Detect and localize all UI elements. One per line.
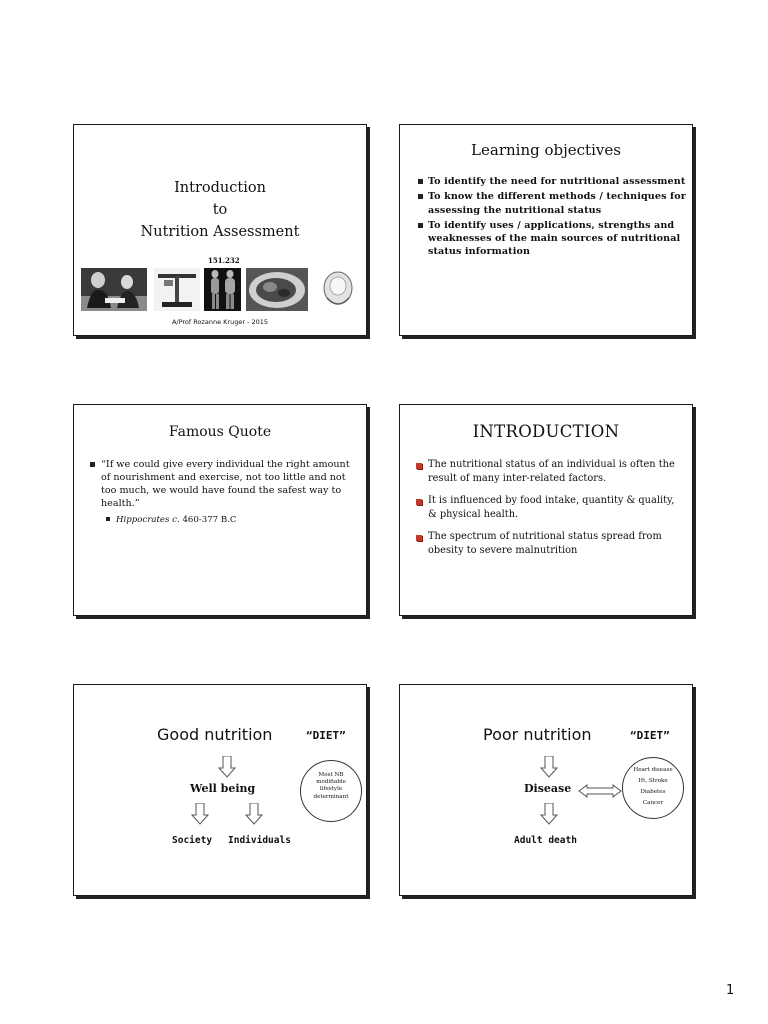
down-arrow-icon bbox=[540, 756, 558, 778]
list-item bbox=[418, 219, 688, 259]
list-item-text: It is influenced by food intake, quantity & quality, & physical health. bbox=[428, 495, 675, 520]
circle-text: determinant bbox=[313, 793, 349, 800]
square-bullet-icon bbox=[418, 194, 423, 199]
slide-learning-objectives bbox=[399, 124, 693, 336]
down-arrow-icon bbox=[245, 803, 263, 825]
slide-author: A/Prof Rozanne Kruger - 2015 bbox=[171, 318, 269, 326]
circle-text: Heart disease bbox=[633, 767, 673, 773]
adult-death-node: Adult death bbox=[514, 835, 577, 846]
determinant-circle bbox=[300, 760, 362, 822]
slide-title bbox=[74, 177, 366, 243]
circle-text: Diabetes bbox=[640, 789, 666, 795]
quote-author: Hippocrates c. bbox=[116, 515, 180, 526]
quote-attribution bbox=[90, 514, 352, 527]
down-arrow-icon bbox=[191, 803, 209, 825]
objectives-list bbox=[418, 175, 688, 261]
list-item-text: To know the different methods / techniques for assessing the nutritional status bbox=[428, 191, 686, 216]
list-item bbox=[416, 458, 684, 486]
slide-title: Famous Quote bbox=[168, 424, 272, 440]
list-item bbox=[418, 175, 688, 188]
slide-heading: Poor nutrition bbox=[483, 725, 592, 744]
title-line: to bbox=[212, 202, 228, 218]
square-bullet-icon bbox=[90, 462, 95, 467]
title-line: Nutrition Assessment bbox=[140, 224, 300, 240]
list-item-text: To identify uses / applications, strengths and weaknesses of the main sources of nutritional status information bbox=[428, 219, 681, 258]
list-item bbox=[416, 494, 684, 522]
slide-heading: Good nutrition bbox=[157, 725, 273, 744]
diet-label: “DIET” bbox=[630, 729, 670, 742]
introduction-list bbox=[416, 458, 684, 566]
scale-photo bbox=[154, 268, 200, 311]
quote-date: 460-377 B.C bbox=[182, 515, 237, 526]
body-scan-photo bbox=[204, 268, 241, 311]
square-bullet-icon bbox=[106, 517, 110, 521]
well-being-node: Well being bbox=[190, 782, 256, 795]
quote-text-row bbox=[90, 458, 352, 510]
slide-title: INTRODUCTION bbox=[472, 422, 620, 441]
down-arrow-icon bbox=[218, 756, 236, 778]
square-bullet-icon bbox=[418, 223, 423, 228]
list-item bbox=[416, 530, 684, 558]
society-node: Society bbox=[172, 835, 213, 846]
double-arrow-icon bbox=[578, 784, 622, 798]
individuals-node: Individuals bbox=[228, 835, 291, 846]
photo-strip bbox=[81, 268, 363, 311]
circle-text: Most NB bbox=[318, 772, 344, 778]
slide-good-nutrition bbox=[73, 684, 367, 896]
quote-block bbox=[90, 458, 352, 527]
consultation-photo bbox=[81, 268, 147, 311]
title-line: Introduction bbox=[174, 180, 266, 196]
circle-text: Ht, Stroke bbox=[638, 778, 668, 784]
circle-text: modifiable bbox=[316, 779, 346, 786]
list-item-text: To identify the need for nutritional assessment bbox=[428, 176, 686, 187]
measuring-scale-photo bbox=[313, 268, 363, 311]
red-bullet-icon bbox=[416, 535, 422, 541]
diet-label: “DIET” bbox=[306, 729, 346, 742]
course-code: 151.232 bbox=[208, 256, 240, 265]
quote-text: “If we could give every individual the right amount of nourishment and exercise, not too little and not too much, we would have found the safest way to health.” bbox=[101, 459, 350, 510]
slide-famous-quote bbox=[73, 404, 367, 616]
down-arrow-icon bbox=[540, 803, 558, 825]
list-item-text: The nutritional status of an individual is often the result of many inter-related factors. bbox=[428, 459, 675, 484]
circle-text: lifestyle bbox=[319, 786, 343, 793]
disease-node: Disease bbox=[524, 782, 572, 795]
list-item bbox=[418, 190, 688, 217]
red-bullet-icon bbox=[416, 463, 422, 469]
food-photo bbox=[246, 268, 308, 311]
circle-text: Cancer bbox=[642, 800, 664, 806]
disease-circle bbox=[622, 757, 684, 819]
page-number: 1 bbox=[726, 983, 735, 998]
red-bullet-icon bbox=[416, 499, 422, 505]
slide-poor-nutrition bbox=[399, 684, 693, 896]
list-item-text: The spectrum of nutritional status spread from obesity to severe malnutrition bbox=[428, 531, 662, 556]
slide-introduction-title bbox=[73, 124, 367, 336]
slide-title: Learning objectives bbox=[471, 141, 621, 159]
slide-introduction bbox=[399, 404, 693, 616]
square-bullet-icon bbox=[418, 179, 423, 184]
